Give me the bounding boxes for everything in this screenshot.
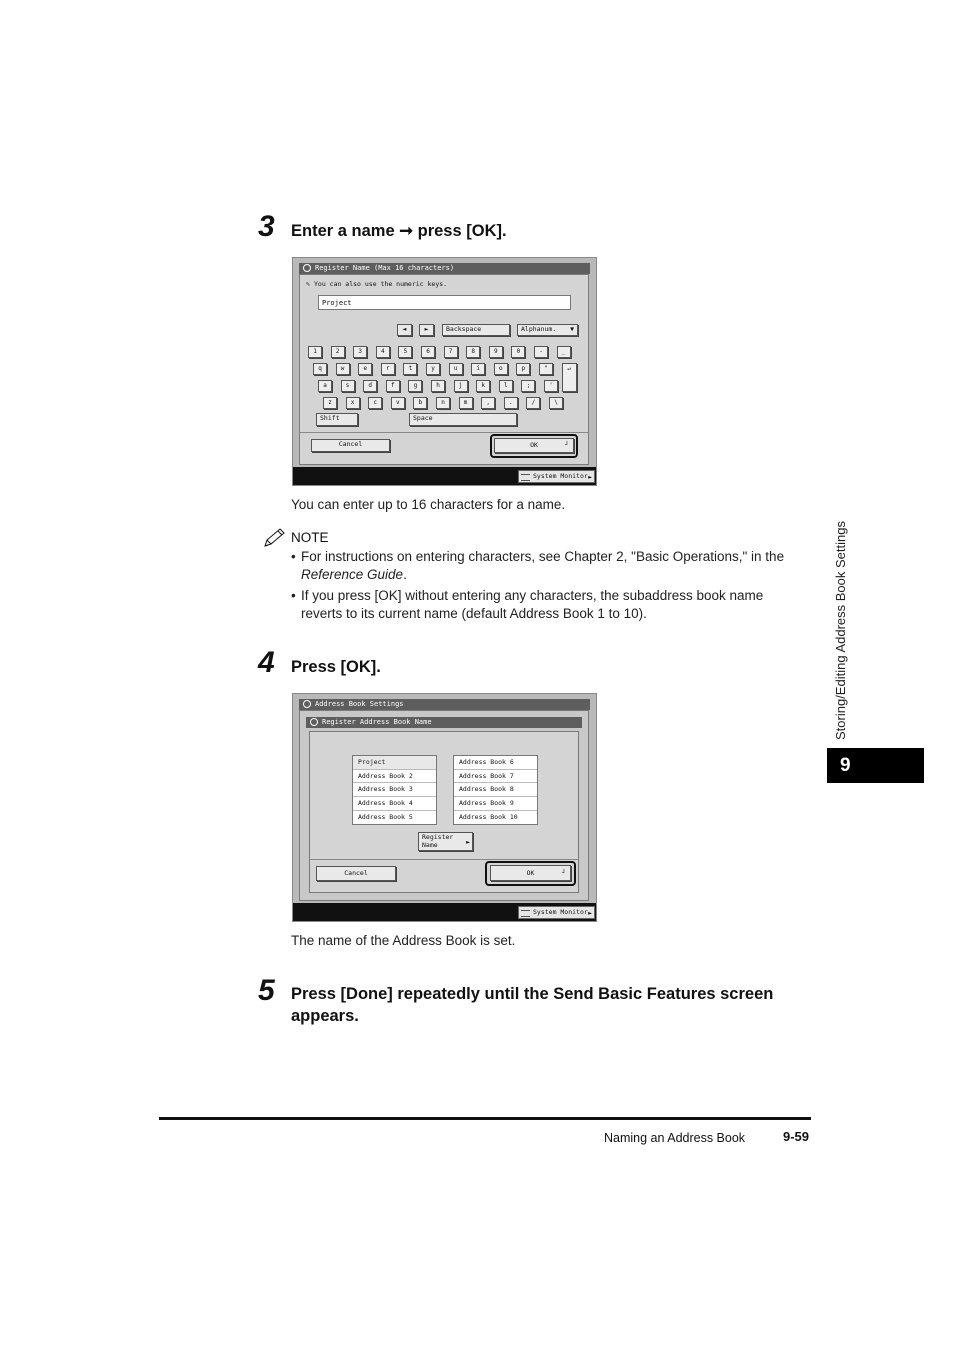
keyboard-key[interactable]: z (323, 397, 337, 409)
keyboard-key[interactable]: \ (549, 397, 563, 409)
backspace-button[interactable]: Backspace (442, 324, 510, 336)
keyboard-key[interactable]: y (426, 363, 440, 375)
input-mode-value: Alphanum. (521, 325, 557, 333)
register-name-panel (299, 274, 589, 465)
address-book-settings-screenshot (292, 693, 597, 922)
keyboard-key[interactable]: 7 (444, 346, 458, 358)
enter-icon: ┘ (565, 441, 569, 449)
keyboard-key[interactable]: / (526, 397, 540, 409)
keyboard-key[interactable]: b (413, 397, 427, 409)
monitor-icon (521, 910, 530, 917)
input-mode-select[interactable] (517, 324, 578, 336)
list-item[interactable]: Address Book 9 (454, 797, 537, 811)
enter-icon: ┘ (562, 869, 566, 877)
step-number-3: 3 (258, 210, 275, 243)
cursor-right-button[interactable] (419, 324, 434, 336)
keyboard-key[interactable]: v (391, 397, 405, 409)
keyboard-key[interactable]: l (499, 380, 513, 392)
keyboard-key[interactable]: i (471, 363, 485, 375)
monitor-icon (521, 474, 530, 481)
register-address-book-name-panel (309, 731, 579, 893)
note-bullet-1: • For instructions on entering characters, see Chapter 2, "Basic Operations," in the Reference Guide. (291, 549, 785, 582)
keyboard-key[interactable]: ' (544, 380, 558, 392)
list-item[interactable]: Address Book 5 (358, 812, 413, 821)
keyboard-key[interactable]: r (381, 363, 395, 375)
keyboard-key[interactable]: q (313, 363, 327, 375)
footer-rule (159, 1117, 811, 1120)
step-5-title: Press [Done] repeatedly until the Send Basic Features screen appears. (291, 985, 774, 1025)
register-address-book-name-header: Register Address Book Name (306, 717, 582, 728)
keyboard-key[interactable]: s (341, 380, 355, 392)
screen-icon (303, 700, 311, 708)
ok-button[interactable]: OK ┘ (494, 438, 574, 453)
step-4-caption: The name of the Address Book is set. (291, 933, 516, 948)
address-book-settings-header: Address Book Settings (299, 699, 590, 710)
list-item[interactable]: Address Book 3 (353, 783, 436, 797)
shift-key[interactable]: Shift (316, 413, 358, 426)
keyboard-key[interactable]: g (408, 380, 422, 392)
keyboard-key[interactable]: f (386, 380, 400, 392)
divider (300, 432, 588, 433)
keyboard-key[interactable]: 6 (421, 346, 435, 358)
note-label: NOTE (291, 530, 329, 545)
keyboard-key[interactable]: . (504, 397, 518, 409)
keyboard-key[interactable]: 4 (376, 346, 390, 358)
keyboard-key[interactable]: 1 (308, 346, 322, 358)
keyboard-key[interactable]: 8 (466, 346, 480, 358)
step-3-title-post: press [OK]. (413, 222, 507, 240)
pencil-icon (263, 527, 287, 549)
list-item[interactable]: Address Book 6 (454, 756, 537, 770)
keyboard-key[interactable]: x (346, 397, 360, 409)
arrow-right-icon: ► (424, 325, 429, 333)
keyboard-key[interactable]: t (403, 363, 417, 375)
keyboard-key[interactable]: h (431, 380, 445, 392)
ok-button[interactable]: OK ┘ (490, 865, 571, 881)
name-input[interactable]: Project (318, 295, 571, 310)
list-item[interactable]: Address Book 8 (454, 783, 537, 797)
keyboard-key[interactable]: k (476, 380, 490, 392)
keyboard-key[interactable]: c (368, 397, 382, 409)
arrow-right-icon: ► (588, 909, 592, 917)
arrow-icon: ➞ (399, 222, 414, 240)
keyboard-key[interactable]: , (481, 397, 495, 409)
list-item[interactable]: Project (353, 756, 436, 770)
chapter-side-title: Storing/Editing Address Book Settings (833, 521, 848, 740)
keyboard-key[interactable]: n (436, 397, 450, 409)
keyboard-key[interactable]: 3 (353, 346, 367, 358)
keyboard-key[interactable]: w (336, 363, 350, 375)
list-item[interactable]: Address Book 7 (454, 770, 537, 784)
chapter-tab: 9 (827, 748, 924, 783)
keyboard-key[interactable]: _ (557, 346, 571, 358)
screen-icon (303, 264, 311, 272)
address-book-list-right (453, 755, 538, 825)
bullet-dot: • (291, 549, 296, 564)
keyboard-key[interactable]: 0 (511, 346, 525, 358)
system-monitor-button[interactable]: System Monitor ► (518, 906, 595, 919)
step-number-4: 4 (258, 646, 275, 679)
keyboard-key[interactable]: 2 (331, 346, 345, 358)
register-name-screenshot (292, 257, 597, 486)
reference-guide-title: Reference Guide (301, 567, 404, 582)
address-book-list-left (352, 755, 437, 825)
arrow-left-icon: ◄ (402, 325, 407, 333)
keyboard-key[interactable]: 9 (489, 346, 503, 358)
keyboard-key[interactable]: " (539, 363, 553, 375)
register-name-button[interactable]: Register Name ► (418, 832, 473, 851)
register-name-header (299, 263, 590, 274)
cursor-left-button[interactable] (397, 324, 412, 336)
keyboard-key[interactable]: u (449, 363, 463, 375)
bullet-dot: • (291, 588, 296, 603)
enter-key[interactable]: ↵ (562, 363, 577, 392)
keyboard-key[interactable]: - (534, 346, 548, 358)
keyboard-key[interactable]: e (358, 363, 372, 375)
register-name-header-text: Register Name (Max 16 characters) (315, 264, 455, 272)
space-key[interactable]: Space (409, 413, 517, 426)
list-item[interactable]: Address Book 4 (353, 797, 436, 811)
list-item[interactable]: Address Book 10 (459, 812, 518, 821)
keyboard-key[interactable]: m (459, 397, 473, 409)
keyboard-key[interactable]: d (363, 380, 377, 392)
system-monitor-button[interactable]: System Monitor ► (518, 470, 595, 483)
divider (310, 859, 578, 860)
address-book-settings-panel (299, 710, 589, 901)
keyboard-key[interactable]: a (318, 380, 332, 392)
step-3-title-pre: Enter a name (291, 222, 400, 240)
list-item[interactable]: Address Book 2 (353, 770, 436, 784)
keyboard-key[interactable]: o (494, 363, 508, 375)
step-number-5: 5 (258, 974, 275, 1007)
keyboard-key[interactable]: j (454, 380, 468, 392)
note-bullet-2: • If you press [OK] without entering any characters, the subaddress book name reverts to its current name (default Address Book 1 to 10). (291, 588, 764, 621)
chevron-down-icon: ▼ (570, 325, 574, 333)
cancel-button[interactable]: Cancel (316, 866, 396, 881)
step-3-title (291, 220, 507, 242)
numeric-keys-hint: ✎ You can also use the numeric keys. (306, 280, 448, 288)
numeric-keys-icon: ✎ (306, 280, 310, 288)
step-3-caption: You can enter up to 16 characters for a name. (291, 497, 566, 512)
keyboard-key[interactable]: p (516, 363, 530, 375)
keyboard-key[interactable]: 5 (398, 346, 412, 358)
screen-icon (310, 718, 318, 726)
keyboard-key[interactable]: ; (521, 380, 535, 392)
step-4-title: Press [OK]. (291, 658, 381, 676)
arrow-right-icon: ► (466, 838, 470, 846)
page-number: 9-59 (783, 1129, 810, 1144)
cancel-button[interactable]: Cancel (311, 439, 390, 452)
footer-section-title: Naming an Address Book (604, 1131, 746, 1145)
arrow-right-icon: ► (588, 473, 592, 481)
